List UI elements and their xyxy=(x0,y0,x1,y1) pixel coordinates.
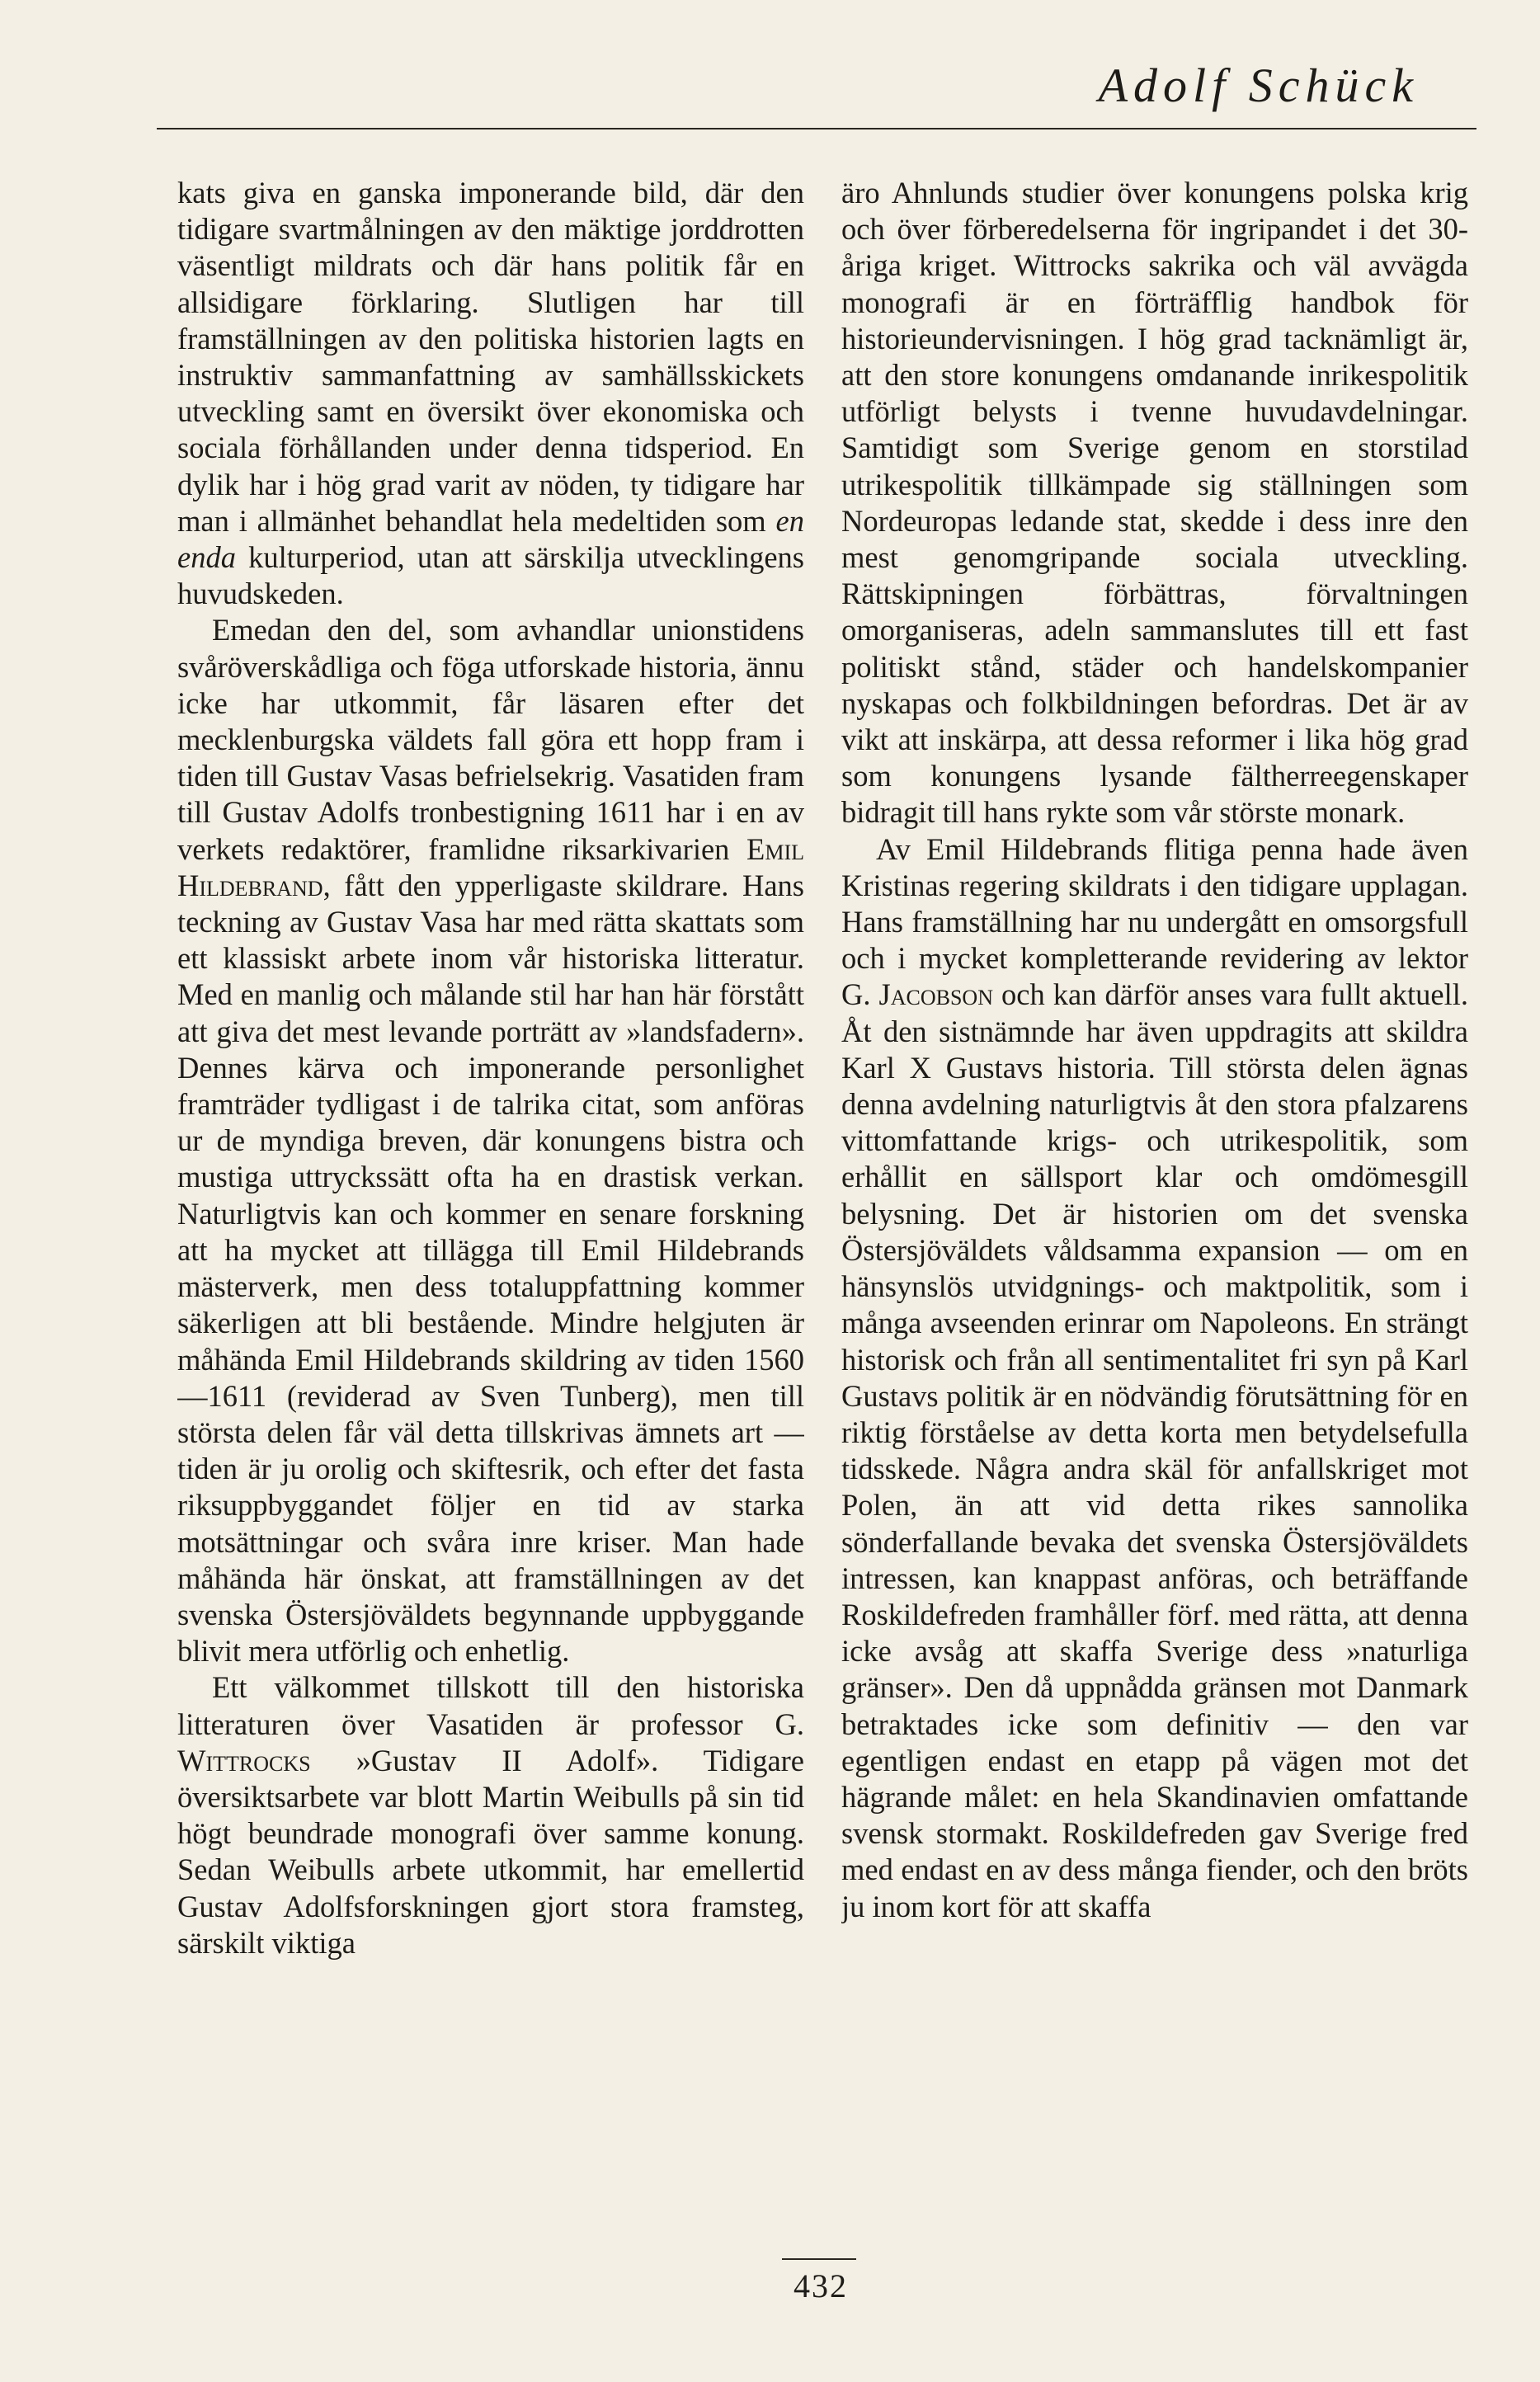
author-name-hildebrand: Emil Hildebrand xyxy=(177,831,804,902)
left-p2-text-b: , fått den ypperligaste skildrare. Hans teckning av Gustav Vasa har med rätta skattats som ett klassiskt arbete inom vår historiska litteratur. Med en manlig och målande stil har han här förstått att giva det mest levande porträtt av »landsfadern». Dennes kärva och imponerande personlighet framträder tydligast i de talrika citat, som anföras ur de myndiga breven, där konungens bistra och mustiga uttryckssätt ofta ha en drastisk verkan. Naturligtvis kan och kommer en senare forskning att ha mycket att tillägga till Emil Hildebrands mästerverk, men dess totaluppfattning kommer säkerligen att bli bestående. Mindre helgjuten är måhända Emil Hildebrands skildring av tiden 1560—1611 (reviderad av Sven Tunberg), men till största delen får väl detta tillskrivas ämnets art — tiden är ju orolig och skiftesrik, och efter det fasta riksuppbyggandet följer en tid av starka motsättningar och svåra inre kriser. Man hade måhända här önskat, att framställningen av det svenska Östersjöväldets begynnande uppbyggande blivit mera utförlig och enhetlig. xyxy=(177,868,804,1669)
left-p1-end: kulturperiod, utan att särskilja utvecklingens huvudskeden. xyxy=(177,540,804,611)
left-paragraph-2 xyxy=(177,612,804,1669)
author-name-jacobson: Jacobson xyxy=(878,977,993,1012)
author-name-wittrock: Wittrocks xyxy=(177,1743,311,1777)
right-p2-text-a: Av Emil Hildebrands flitiga penna hade även Kristinas regering skildrats i den tidigare upplagan. Hans framställning har nu undergått en omsorgsfull och i mycket kompletterande revidering av lektor G. xyxy=(841,831,1468,1012)
left-p1-emphasis: en enda xyxy=(177,503,804,575)
running-title: Adolf Schück xyxy=(1098,59,1419,112)
right-column xyxy=(841,175,1468,2237)
page-number: 432 xyxy=(794,2267,848,2304)
left-p2-text-a: Emedan den del, som avhandlar unionstidens svåröverskådliga och föga utforskade historia, ännu icke har utkommit, får läsaren efter det mecklenburgska väldets fall göra ett hopp fram i tiden till Gustav Vasas befrielsekrig. Vasatiden fram till Gustav Adolfs tronbestigning 1611 har i en av verkets redaktörer, framlidne riksarkivarien xyxy=(177,613,804,866)
header-rule xyxy=(157,128,1476,129)
left-column xyxy=(177,175,804,2237)
left-p1-text: kats giva en ganska imponerande bild, där den tidigare svartmålningen av den mäktige jorddrotten väsentligt mildrats och där hans politik får en allsidigare förklaring. Slutligen har till framställningen av den politiska historien lagts en instruktiv sammanfattning av samhällsskickets utveckling samt en översikt över ekonomiska och sociala förhållanden under denna tidsperiod. En dylik har i hög grad varit av nöden, ty tidigare har man i allmänhet behandlat hela medeltiden som xyxy=(177,176,804,538)
right-p2-text-b: och kan därför anses vara fullt aktuell. Åt den sistnämnde har även uppdragits att skildra Karl X Gustavs historia. Till största delen ägnas denna avdelning naturligtvis åt den stora pfalzarens vittomfattande krigs- och utrikespolitik, som erhållit en sällsport klar och omdömesgill belysning. Det är historien om det svenska Östersjöväldets våldsamma expansion — om en hänsynslös utvidgnings- och maktpolitik, som i många avseenden erinrar om Napoleons. En strängt historisk och från all sentimentalitet fri syn på Karl Gustavs politik är en nödvändig förutsättning för en riktig förståelse av detta korta men betydelsefulla tidsskede. Några andra skäl för anfallskriget mot Polen, än att vid detta rikes sannolika sönderfallande bevaka det svenska Östersjöväldets intressen, kan knappast anföras, och beträffande Roskildefreden framhåller förf. med rätta, att denna icke avsåg att skaffa Sverige dess »naturliga gränser». Den då uppnådda gränsen mot Danmark betraktades icke som definitiv — den var egentligen endast en etapp på vägen mot det hägrande målet: en hela Skandinavien omfattande svensk stormakt. Roskildefreden gav Sverige fred med endast en av dess många fiender, och den bröts ju inom kort för att skaffa xyxy=(841,977,1468,1923)
right-paragraph-2 xyxy=(841,831,1468,1925)
left-p3-text-a: Ett välkommet tillskott till den historiska litteraturen över Vasatiden är professor G. xyxy=(177,1670,804,1741)
left-p3-text-b: »Gustav II Adolf». Tidigare översiktsarbete var blott Martin Weibulls på sin tid högt beundrade monografi över samme konung. Sedan Weibulls arbete utkommit, har emellertid Gustav Adolfsforskningen gjort stora framsteg, särskilt viktiga xyxy=(177,1743,804,1960)
left-paragraph-1 xyxy=(177,175,804,612)
right-paragraph-1: äro Ahnlunds studier över konungens polska krig och över förberedelserna för ingripandet i det 30-åriga kriget. Wittrocks sakrika och väl avvägda monografi är en förträfflig handbok för historieundervisningen. I hög grad tacknämligt är, att den store konungens omdanande inrikespolitik utförligt belysts i tvenne huvudavdelningar. Samtidigt som Sverige genom en storstilad utrikespolitik tillkämpade sig ställningen som Nordeuropas ledande stat, skedde i dess inre den mest genomgripande sociala utveckling. Rättskipningen förbättras, förvaltningen omorganiseras, adeln sammanslutes till ett fast politiskt stånd, städer och handelskompanier nyskapas och folkbildningen befordras. Det är av vikt att inskärpa, att dessa reformer i lika hög grad som konungens lysande fältherreegenskaper bidragit till hans rykte som vår störste monark. xyxy=(841,176,1468,830)
folio-rule xyxy=(782,2258,856,2260)
left-paragraph-3 xyxy=(177,1669,804,1961)
